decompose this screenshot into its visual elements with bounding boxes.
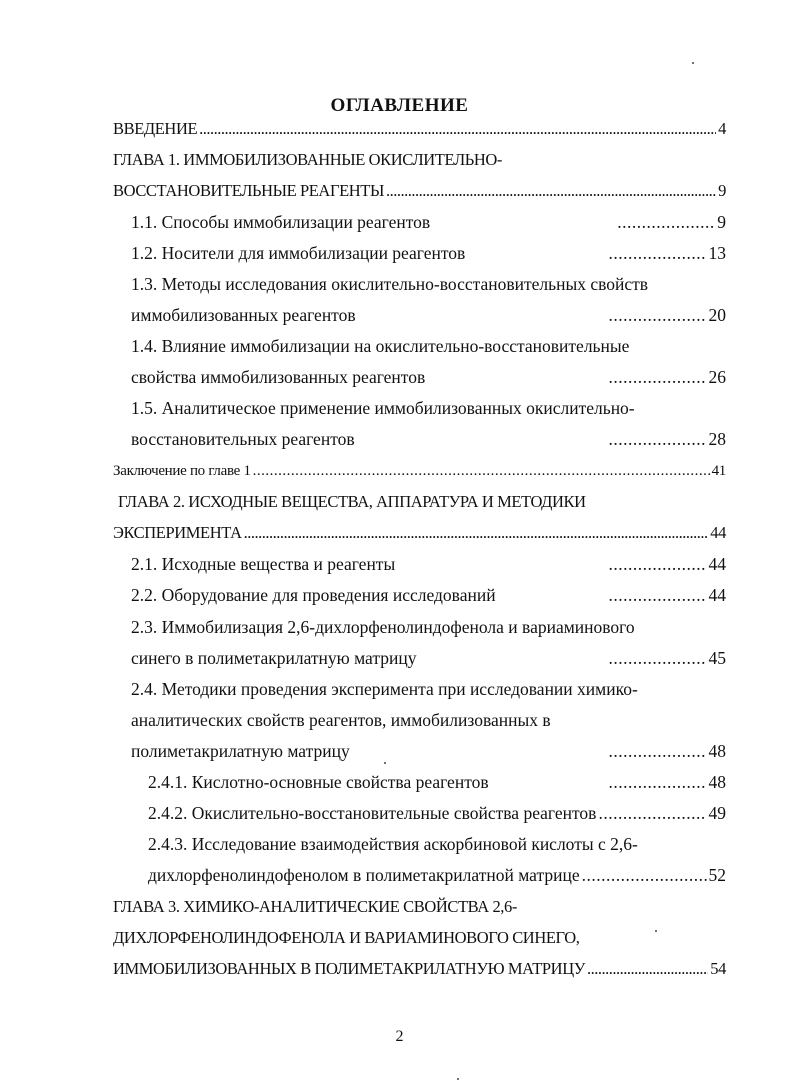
toc-section-1-1	[131, 207, 726, 237]
toc-subsection-2-4-2	[148, 798, 726, 828]
toc-section-2-2	[131, 580, 726, 610]
toc-page-number: 44	[710, 523, 726, 542]
toc-page-number: 4	[718, 119, 726, 138]
toc-chapter-3-line1	[113, 892, 726, 922]
toc-section-1-4	[131, 362, 726, 392]
toc-page-number: 28	[708, 429, 726, 449]
leader-dots	[609, 424, 707, 454]
toc-page-number: 41	[711, 463, 726, 479]
toc-entry-text: восстановительных реагентов	[131, 429, 355, 449]
toc-entry-text: иммобилизованных реагентов	[131, 305, 356, 325]
toc-page-number: 44	[708, 585, 726, 605]
toc-entry-text: ВВЕДЕНИЕ	[113, 119, 198, 138]
leader-dots	[609, 238, 707, 268]
toc-page-number: 26	[708, 367, 726, 387]
toc-entry-intro	[113, 114, 726, 144]
scan-speck	[692, 62, 694, 64]
toc-section-2-3	[131, 643, 726, 673]
toc-entry-text: 2.4.2. Окислительно-восстановительные свойства реагентов	[148, 803, 597, 823]
toc-entry-text: ВОССТАНОВИТЕЛЬНЫЕ РЕАГЕНТЫ	[113, 181, 384, 200]
leader-dots	[598, 798, 706, 828]
toc-entry-text: синего в полиметакрилатную матрицу	[131, 648, 417, 668]
toc-entry-text: 1.4. Влияние иммобилизации на окислительно-восстановительные	[131, 336, 630, 356]
scan-speck	[457, 1078, 459, 1080]
toc-entry-text: ЭКСПЕРИМЕНТА	[113, 523, 242, 542]
toc-chapter-1	[113, 176, 726, 206]
leader-dots	[244, 518, 709, 548]
toc-entry-text: аналитических свойств реагентов, иммобилизованных в	[131, 710, 551, 730]
toc-chapter-1-line1	[113, 145, 726, 175]
leader-dots	[609, 580, 707, 610]
toc-chapter-3-line2	[113, 923, 726, 953]
toc-entry-text: полиметакрилатную матрицу	[131, 741, 350, 761]
toc-entry-text: ДИХЛОРФЕНОЛИНДОФЕНОЛА И ВАРИАМИНОВОГО СИНЕГО,	[113, 928, 580, 947]
leader-dots	[199, 114, 716, 144]
leader-dots	[386, 176, 716, 206]
leader-dots	[609, 300, 707, 330]
toc-page-number: 49	[708, 803, 726, 823]
toc-section-1-5-line1	[131, 393, 726, 423]
toc-entry-text: 2.3. Иммобилизация 2,6-дихлорфенолиндофенола и вариаминового	[131, 617, 635, 637]
toc-chapter-2	[113, 518, 726, 548]
toc-entry-text: 1.5. Аналитическое применение иммобилизованных окислительно-	[131, 398, 635, 418]
toc-entry-text: 2.4.1. Кислотно-основные свойства реагентов	[148, 772, 489, 792]
leader-dots	[609, 549, 707, 579]
toc-page-number: 48	[708, 772, 726, 792]
toc-entry-text: ГЛАВА 3. ХИМИКО-АНАЛИТИЧЕСКИЕ СВОЙСТВА 2,6-	[113, 897, 517, 916]
leader-dots	[609, 767, 707, 797]
toc-page-number: 13	[708, 243, 726, 263]
toc-entry-text: ГЛАВА 2. ИСХОДНЫЕ ВЕЩЕСТВА, АППАРАТУРА И МЕТОДИКИ	[118, 492, 586, 511]
toc-conclusion-1	[113, 456, 726, 486]
toc-section-2-4-line2	[131, 705, 726, 735]
toc-entry-text: свойства иммобилизованных реагентов	[131, 367, 426, 387]
toc-section-1-4-line1	[131, 331, 726, 361]
toc-entry-text: 2.4.3. Исследование взаимодействия аскорбиновой кислоты с 2,6-	[148, 834, 638, 854]
leader-dots	[609, 736, 707, 766]
scan-speck	[384, 762, 386, 764]
toc-subsection-2-4-3-line1	[148, 829, 726, 859]
toc-chapter-2-line1	[118, 487, 726, 517]
toc-section-1-2	[131, 238, 726, 268]
toc-page-number: 48	[708, 741, 726, 761]
page-number: 2	[395, 1028, 404, 1045]
toc-entry-text: 1.3. Методы исследования окислительно-восстановительных свойств	[131, 274, 649, 294]
toc-page-number: 9	[718, 181, 726, 200]
leader-dots	[617, 207, 715, 237]
scan-speck	[655, 930, 657, 932]
toc-section-2-4-line1	[131, 674, 726, 704]
leader-dots	[582, 860, 707, 890]
toc-page-number: 45	[708, 648, 726, 668]
toc-page-number: 52	[708, 865, 726, 885]
toc-section-1-3	[131, 300, 726, 330]
toc-subsection-2-4-3	[148, 860, 726, 890]
toc-entry-text: 1.1. Способы иммобилизации реагентов	[131, 212, 431, 232]
leader-dots	[609, 643, 707, 673]
page-title: ОГЛАВЛЕНИЕ	[330, 95, 469, 116]
toc-entry-text: Заключение по главе 1	[113, 463, 251, 479]
toc-entry-text: 2.1. Исходные вещества и реагенты	[131, 554, 396, 574]
toc-page-number: 44	[708, 554, 726, 574]
toc-section-2-3-line1	[131, 612, 726, 642]
leader-dots	[253, 456, 710, 486]
toc-entry-text: 2.2. Оборудование для проведения исследований	[131, 585, 496, 605]
leader-dots	[609, 362, 707, 392]
toc-entry-text: ГЛАВА 1. ИММОБИЛИЗОВАННЫЕ ОКИСЛИТЕЛЬНО-	[113, 150, 502, 169]
toc-entry-text: 1.2. Носители для иммобилизации реагентов	[131, 243, 466, 263]
toc-chapter-3	[113, 954, 726, 984]
toc-page-number: 54	[710, 959, 726, 978]
toc-section-1-5	[131, 424, 726, 454]
toc-section-2-4	[131, 736, 726, 766]
toc-entry-text: 2.4. Методики проведения эксперимента при исследовании химико-	[131, 679, 638, 699]
toc-subsection-2-4-1	[148, 767, 726, 797]
toc-section-1-3-line1	[131, 269, 726, 299]
toc-page-number: 20	[708, 305, 726, 325]
toc-entry-text: ИММОБИЛИЗОВАННЫХ В ПОЛИМЕТАКРИЛАТНУЮ МАТРИЦУ	[113, 959, 585, 978]
toc-page-number: 9	[717, 212, 726, 232]
toc-section-2-1	[131, 549, 726, 579]
toc-entry-text: дихлорфенолиндофенолом в полиметакрилатной матрице	[148, 865, 580, 885]
leader-dots	[587, 954, 708, 984]
